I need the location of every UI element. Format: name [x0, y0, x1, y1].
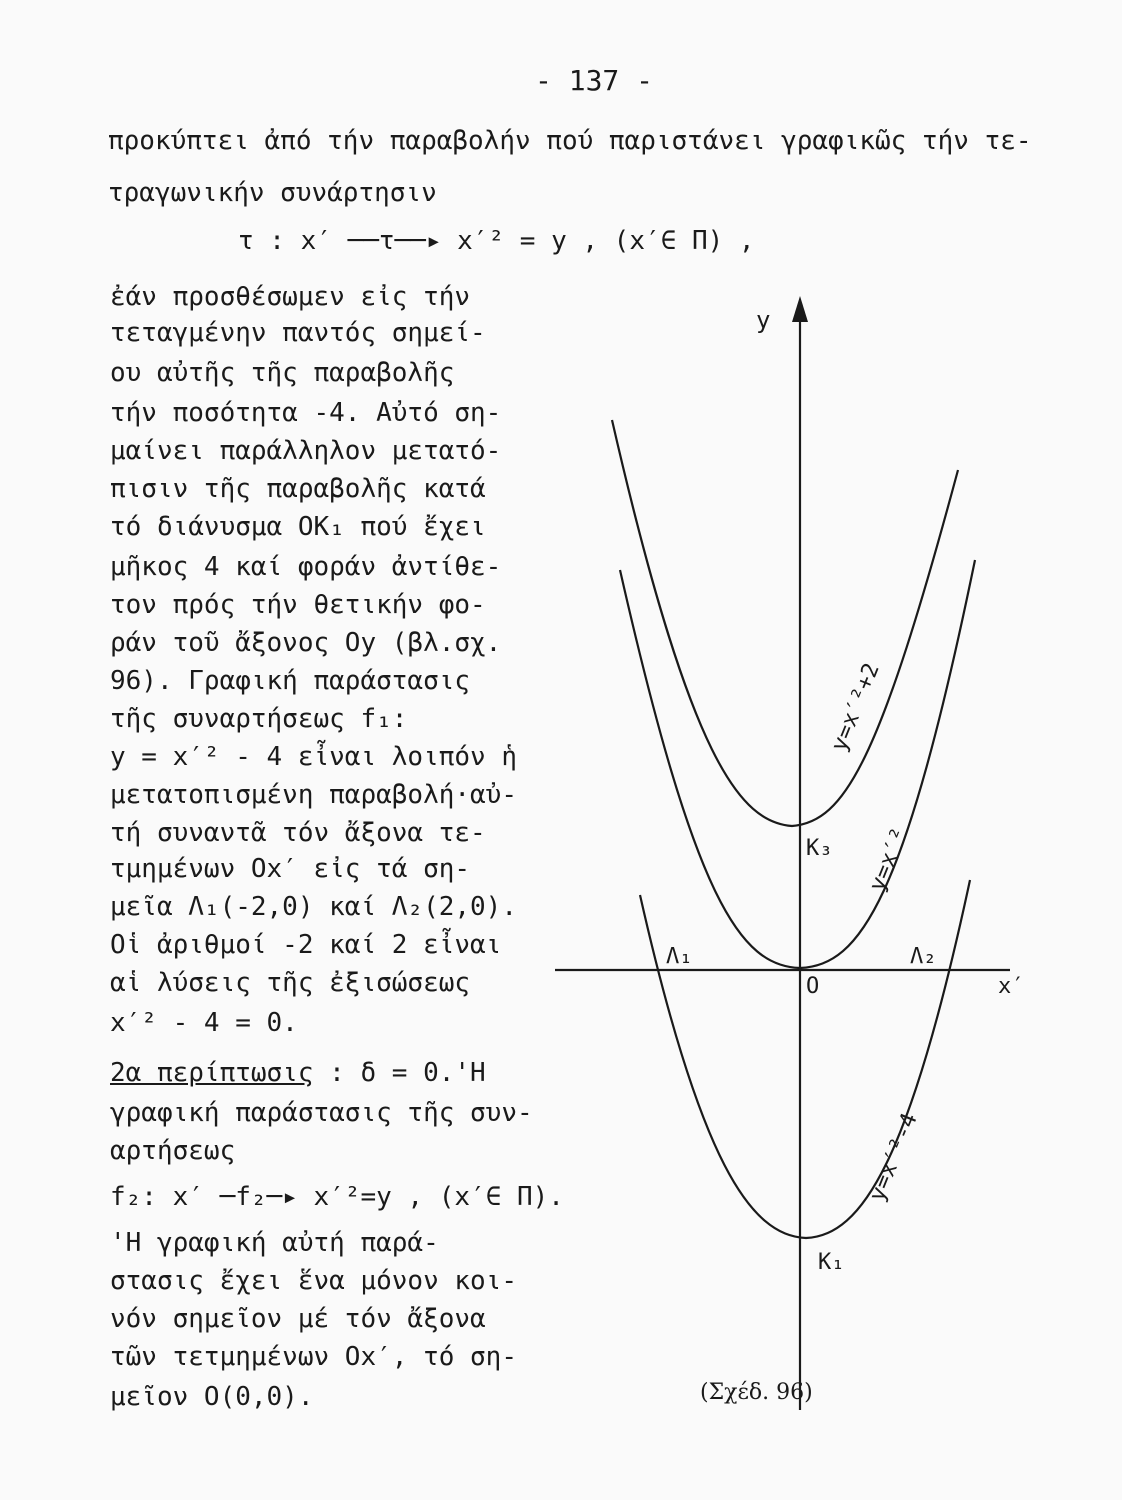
curve-label-x2: y=x′² [864, 824, 913, 895]
figure-caption: (Σχέδ. 96) [700, 1380, 813, 1405]
body-line: γραφική παράστασις τῆς συν- [110, 1098, 533, 1128]
point-label-k1: K₁ [818, 1250, 845, 1275]
body-line: νόν σημεῖον μέ τόν ἄξονα [110, 1304, 486, 1334]
curve-x2-minus-4 [640, 880, 970, 1238]
point-label-lambda2: Λ₂ [910, 944, 937, 969]
body-line: τεταγμένην παντός σημεί- [110, 318, 486, 348]
body-line: τον πρός τήν θετικήν φο- [110, 590, 486, 620]
body-line: αἱ λύσεις τῆς ἐξισώσεως [110, 968, 471, 998]
case2-heading: 2α περίπτωσις [110, 1058, 314, 1088]
page-number: - 137 - [535, 64, 654, 97]
formula-tau: τ : x′ ──τ──▸ x′² = y , (x′∈ Π) , [238, 226, 755, 256]
y-axis-arrowhead [792, 296, 808, 322]
body-line: τή συναντᾶ τόν ἄξονα τε- [110, 818, 486, 848]
body-line: τό διάνυσμα OK₁ πού ἔχει [110, 512, 486, 542]
body-line: ράν τοῦ ἄξονος Oy (βλ.σχ. [110, 628, 502, 658]
body-line: αρτήσεως [110, 1136, 236, 1166]
curve-x2 [620, 560, 975, 968]
point-label-lambda1: Λ₁ [666, 944, 693, 969]
body-line: τῶν τετμημένων Ox′, τό ση- [110, 1342, 517, 1372]
body-line: ἐάν προσθέσωμεν εἰς τήν [110, 282, 471, 312]
body-line: στασις ἔχει ἕνα μόνον κοι- [110, 1266, 517, 1296]
body-line: τῆς συναρτήσεως f₁: [110, 704, 408, 734]
point-label-k3: K₃ [806, 836, 833, 861]
body-line: πισιν τῆς παραβολῆς κατά [110, 474, 486, 504]
body-line: μεῖα Λ₁(-2,0) καί Λ₂(2,0). [110, 892, 517, 922]
x-axis-label: x′ [998, 974, 1025, 999]
body-line: 96). Γραφική παράστασις [110, 666, 471, 696]
origin-label: O [806, 974, 820, 999]
case2-heading-rest: : δ = 0.'Η [313, 1058, 486, 1088]
body-line: Οἱ ἀριθμοί -2 καί 2 εἶναι [110, 930, 502, 960]
formula-f2: f₂: x′ ─f₂─▸ x′²=y , (x′∈ Π). [110, 1182, 564, 1212]
body-line: x′² - 4 = 0. [110, 1008, 298, 1038]
body-line: τήν ποσότητα -4. Αὐτό ση- [110, 398, 502, 428]
curve-label-x2-minus-4: y=x′²-4 [864, 1109, 923, 1205]
body-line: μεῖον O(0,0). [110, 1382, 314, 1412]
body-line: τμημένων Ox′ εἰς τά ση- [110, 854, 471, 884]
body-line: y = x′² - 4 εἶναι λοιπόν ἡ [110, 742, 517, 772]
intro-line: προκύπτει ἀπό τήν παραβολήν πού παριστάνει γραφικῶς τήν τε- [108, 126, 1032, 156]
body-line: μετατοπισμένη παραβολή·αὐ- [110, 780, 517, 810]
y-axis-label: y [756, 306, 771, 334]
curve-label-x2-plus-2: y=x′²+2 [826, 659, 885, 755]
body-line: ου αὐτῆς τῆς παραβολῆς [110, 358, 455, 388]
body-line: μῆκος 4 καί φοράν ἀντίθε- [110, 552, 502, 582]
curve-x2-plus-2 [612, 420, 958, 826]
intro-line: τραγωνικήν συνάρτησιν [108, 178, 437, 208]
body-line: 'Η γραφική αὐτή παρά- [110, 1228, 439, 1258]
body-line: μαίνει παράλληλον μετατό- [110, 436, 502, 466]
